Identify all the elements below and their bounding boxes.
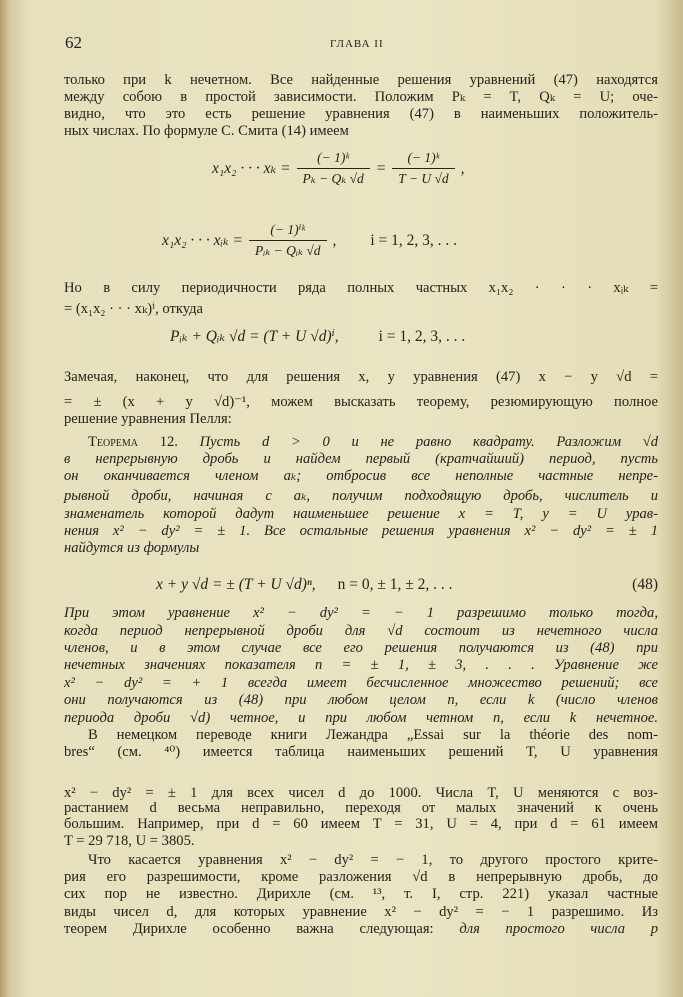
text-line: T = 29 718, U = 3805. <box>64 833 195 849</box>
text-line: нения x² − dy² = ± 1. Все остальные решения уравнения x² − dy² = ± 1 <box>64 523 658 539</box>
comma: , <box>460 159 465 177</box>
numerator: (− 1)ⁱᵏ <box>270 222 306 237</box>
text-line: bres“ (см. ⁴⁰) имеется таблица наименьших решений T, U уравнения <box>64 744 658 760</box>
eq-lhs: x₁x₂ · · · xₖ = <box>212 160 291 177</box>
text-line: между собою в простой зависимости. Положим Pₖ = T, Qₖ = U; оче- <box>64 89 658 105</box>
text-line: рия его разрешимости, кроме разложения √d в непрерывную дробь, до <box>64 869 658 885</box>
text-line: = ± (x + y √d)⁻¹, можем высказать теорему, резюмирующую полное <box>64 394 658 410</box>
fraction <box>392 150 454 187</box>
text-line: знаменатель которой дадут наименьшее решение x = T, y = U урав- <box>64 506 658 522</box>
page-number: 62 <box>65 33 82 52</box>
eq-body: x + y √d = ± (T + U √d)ⁿ, <box>156 576 316 593</box>
index-range: i = 1, 2, 3, . . . <box>378 327 466 345</box>
text-line <box>64 920 658 938</box>
eq-body: Pᵢₖ + Qᵢₖ √d = (T + U √d)ⁱ, <box>170 328 339 345</box>
comma: , <box>332 231 337 249</box>
text-line: растанием d весьма неправильно, переходя от малых значений к очень <box>64 800 658 816</box>
numerator: (− 1)ᵏ <box>407 150 440 165</box>
text-line: нечетных значениях показателя n = ± 1, ± 3, . . . Уравнение же <box>64 657 658 673</box>
fraction <box>249 222 327 259</box>
text-line: x² − dy² = ± 1 для всех чисел d до 1000. Числа T, U меняются с воз- <box>64 785 658 801</box>
denominator: T − U √d <box>392 168 454 187</box>
equals-sign: = <box>375 159 387 177</box>
text-line: рывной дроби, начиная с aₖ, получим подходящую дробь, числитель и <box>64 488 658 504</box>
text-plain: теорем Дирихле особенно важна следующая: <box>64 921 434 937</box>
equation-period-power <box>162 222 457 259</box>
theorem-first-line <box>88 433 658 451</box>
text-line: членов, и в этом случае все его решения получаются из (48) при <box>64 640 658 656</box>
chapter-heading: ГЛАВА II <box>330 38 384 50</box>
text-line: решение уравнения Пелля: <box>64 411 232 427</box>
text-line: Но в силу периодичности ряда полных частных x₁x₂ · · · xᵢₖ = <box>64 280 658 296</box>
text-line: виды чисел d, для которых уравнение x² − dy² = − 1 разрешимо. Из <box>64 904 658 920</box>
text-line: они получаются из (48) при любом целом n, если k (число членов <box>64 692 658 708</box>
text-line: Что касается уравнения x² − dy² = − 1, то другого простого крите- <box>88 852 658 868</box>
text-line: периода дроби √d) четное, и при любом четном n, если k нечетное. <box>64 710 658 726</box>
equation-48 <box>156 576 658 594</box>
text-italic: для простого числа p <box>459 921 658 937</box>
equation-number: (48) <box>632 576 658 593</box>
equation-pell-power <box>170 327 465 346</box>
eq-lhs: x₁x₂ · · · xᵢₖ = <box>162 232 243 249</box>
text-line: когда период непрерывной дроби для √d состоит из нечетного числа <box>64 623 658 639</box>
index-range: n = 0, ± 1, ± 2, . . . <box>337 576 453 593</box>
text-line: найдутся из формулы <box>64 540 200 556</box>
theorem-label: Теорема 12. <box>88 434 178 450</box>
theorem-text: Пусть d > 0 и не равно квадрату. Разложим √d <box>199 434 658 450</box>
text-line: Замечая, наконец, что для решения x, y уравнения (47) x − y √d = <box>64 369 658 385</box>
text-line: ных числах. По формуле С. Смита (14) имеем <box>64 123 349 139</box>
text-line: x² − dy² = + 1 всегда имеет бесчисленное множество решений; все <box>64 675 658 691</box>
text-line: он оканчивается членом aₖ; отбросив все неполные частные непре- <box>64 468 658 484</box>
text-line: только при k нечетном. Все найденные решения уравнений (47) находятся <box>64 72 658 88</box>
numerator: (− 1)ᵏ <box>317 150 350 165</box>
fraction <box>297 150 370 187</box>
denominator: Pᵢₖ − Qᵢₖ √d <box>249 240 327 259</box>
text-line: = (x₁x₂ · · · xₖ)ⁱ, откуда <box>64 301 204 317</box>
text-line: видно, что это есть решение уравнения (47) в наименьших положитель- <box>64 106 658 122</box>
index-range: i = 1, 2, 3, . . . <box>370 231 458 249</box>
text-line: большим. Например, при d = 60 имеем T = 31, U = 4, при d = 61 имеем <box>64 816 658 832</box>
text-line: В немецком переводе книги Лежандра „Essai sur la théorie des nom- <box>88 727 658 743</box>
denominator: Pₖ − Qₖ √d <box>297 168 370 187</box>
text-line: в непрерывную дробь и найдем первый (кратчайший) период, пусть <box>64 451 658 467</box>
text-line: сих пор не известно. Дирихле (см. ¹³, т. I, стр. 221) указал частные <box>64 886 658 902</box>
equation-smith-formula <box>212 150 465 187</box>
text-line: При этом уравнение x² − dy² = − 1 разрешимо только тогда, <box>64 605 658 621</box>
